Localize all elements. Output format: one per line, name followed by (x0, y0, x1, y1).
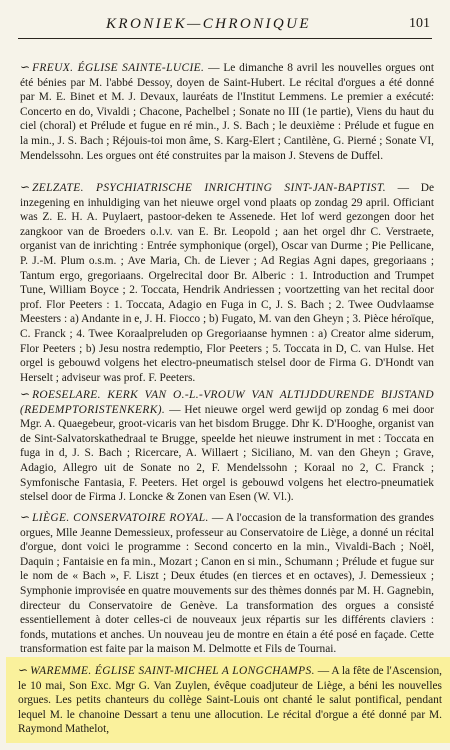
entry-title: WAREMME. ÉGLISE SAINT-MICHEL A LONGCHAMPS. (30, 665, 315, 677)
entry-zelzate (20, 180, 434, 385)
entry-body: — De inzegening en inhuldiging van het nieuwe orgel vond plaats op zondag 29 april. Officiant was Z. E. H. A. Puylaert, pastoor-deken te Assenede. Het lof werd gezongen door het zangkoor van de Broeders o.l.v. van E. Br. Leopold ; aan het orgel dhr C. Verstraete, organist van de inrichting : Entrée symphonique (orgel), Oscar van Durme ; Pie Pellicane, P. J.-M. Plum o.s.m. ; Ave Maria, Ch. de Liever ; Ad Regias Agni dapes, gregoriaans ; Tantum ergo, gregoriaans. Orgelrecital door Br. Alberic : 1. Introduction and Trumpet Tune, William Boyce ; 2. Toccata, Hendrik Andriessen ; voortzetting van het recital door prof. Flor Peeters : 1. Toccata, Adagio en Fuga in C, J. S. Bach ; 2. Twee Oudvlaamse Meesters : a) Andante in e, J. H. Fiocco ; b) Fugato, M. van den Gheyn ; 3. Pièce héroïque, C. Franck ; 4. Twee Koraalpreluden op Gregoriaanse hymnen : a) Creator alme siderum, Flor Peeters ; b) Jesu nostra redemptio, Flor Peeters ; 5. Toccata in D, C. van Hulse. Het orgel is gebouwd volgens het electro-pneumatisch stelsel door de Firma G. D'Hondt van Herselt ; adviseur was prof. F. Peeters. (20, 182, 434, 384)
ornament-icon: ∽ (18, 663, 29, 677)
entry-title: ROESELARE. KERK VAN O.-L.-VROUW VAN ALTIJDDURENDE BIJSTAND (REDEMPTORISTENKERK). (20, 389, 434, 416)
ornament-icon: ∽ (20, 60, 31, 74)
entry-body: — A l'occasion de la transformation des grandes orgues, Mlle Jeanne Demessieux, professeur au Conservatoire de Liège, a donné un récital d'orgue, dont voici le programme : Second concerto en la min., Vivaldi-Bach ; Noël, Daquin ; Fantaisie en fa min., Mozart ; Canon en si min., Schumann ; Prélude et fugue sur le nom de « Bach », F. Liszt ; Deux études (en tierces et en octaves), J. Demessieux ; Symphonie improvisée en quatre mouvements sur des thèmes donnés par M. H. Gagnebin, directeur du Conservatoire de Genève. La transformation des orgues a consisté essentiellement à doter celles-ci de nouveaux jeux répartis sur les différents claviers : fonds, mutations et anches. Un nouveau jeu de montre en étain a été posé en façade. Cette transformation est faite par la maison M. Delmotte et Fils de Tournai. (20, 512, 434, 656)
running-head: KRONIEK—CHRONIQUE (106, 16, 311, 32)
entry-body: — A la fête de l'Ascension, le 10 mai, Son Exc. Mgr G. Van Zuylen, évêque coadjuteur de Liège, a béni les nouvelles orgues. Les petits chanteurs du collège Saint-Louis ont chanté le salut pontifical, pendant lequel M. le chanoine Dessart a tenu une allocution. Le récital d'orgue a été donné par M. Raymond Mathelot, (18, 665, 442, 736)
entry-title: LIÈGE. CONSERVATOIRE ROYAL. (32, 512, 209, 524)
entry-body: — Het nieuwe orgel werd gewijd op zondag 6 mei door Mgr. A. Quaegebeur, groot-vicaris van het bisdom Brugge. Dhr K. D'Hooghe, organist van de Sint-Salvatorskathedraal te Brugge, speelde het nieuwe instrument in met : Toccata en fuga in d, J. S. Bach ; Ricercare, A. Willaert ; Siciliano, M. van den Gheyn ; Grave, Adagio, Allegro uit de Sonate no 2, F. Mendelssohn ; Koraal no 2, C. Franck ; Symfonische Fantasia, F. Peeters. Het orgel is gebouwd volgens het electro-pneumatiek stelsel door de Firma J. Loncke & Zonen van Esen (W. Vl.). (20, 403, 434, 504)
entry-waremme (6, 657, 450, 743)
entry-roeselare (20, 387, 434, 505)
entry-freux (20, 60, 434, 163)
entry-title: FREUX. ÉGLISE SAINTE-LUCIE. (32, 62, 205, 74)
ornament-icon: ∽ (20, 387, 31, 401)
entry-title: ZELZATE. PSYCHIATRISCHE INRICHTING SINT-JAN-BAPTIST. (32, 182, 386, 194)
entry-liege (20, 510, 434, 657)
entry-body: — Le dimanche 8 avril les nouvelles orgues ont été bénies par M. l'abbé Dessoy, doyen de Saint-Hubert. Le récital d'orgues a été donné par M. E. Binet et M. J. Devaux, lauréats de l'Institut Lemmens. Le premier a exécuté: Concerto en do, Vivaldi ; Chacone, Pachelbel ; Sonate no III (1e partie), Viens du haut du ciel (choral) et Prélude et fugue en ré min., J. S. Bach ; le deuxième : Prélude et fugue en la min., J. S. Bach ; Réjouis-toi mon âme, S. Karg-Elert ; Cantilène, G. Pierné ; Sonate VI, Mendelssohn. Les orgues ont été construites par la maison J. Stevens de Duffel. (20, 62, 434, 162)
ornament-icon: ∽ (20, 180, 31, 194)
page-number: 101 (409, 16, 430, 31)
ornament-icon: ∽ (20, 510, 31, 524)
page-header (18, 14, 432, 39)
